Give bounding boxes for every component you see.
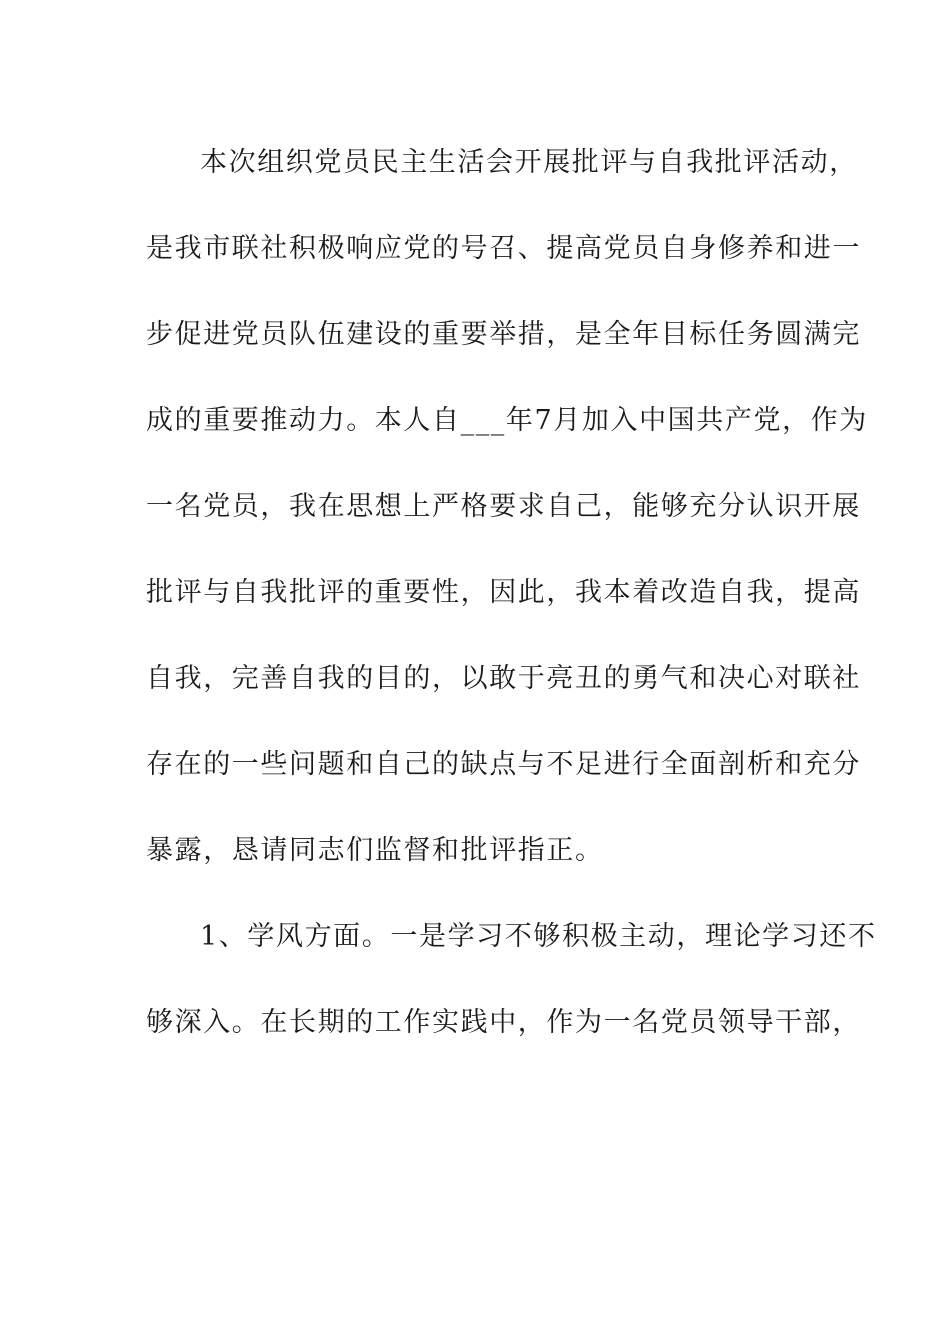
text-line: 存在的一些问题和自己的缺点与不足进行全面剖析和充分 [146, 749, 861, 780]
text-line: 本次组织党员民主生活会开展批评与自我批评活动， [200, 147, 858, 178]
text-line: 批评与自我批评的重要性，因此，我本着改造自我，提高 [146, 577, 861, 608]
text-line: 够深入。在长期的工作实践中，作为一名党员领导干部， [146, 1007, 861, 1038]
text-line: 步促进党员队伍建设的重要举措，是全年目标任务圆满完 [146, 319, 861, 350]
text-line: 是我市联社积极响应党的号召、提高党员自身修养和进一 [146, 233, 861, 264]
text-line: 自我，完善自我的目的，以敢于亮丑的勇气和决心对联社 [146, 663, 861, 694]
text-line: 1、学风方面。一是学习不够积极主动，理论学习还不 [200, 921, 877, 952]
text-line: 一名党员，我在思想上严格要求自己，能够充分认识开展 [146, 491, 861, 522]
text-line: 成的重要推动力。本人自___年7月加入中国共产党，作为 [146, 405, 868, 436]
text-line: 暴露，恳请同志们监督和批评指正。 [146, 835, 604, 866]
